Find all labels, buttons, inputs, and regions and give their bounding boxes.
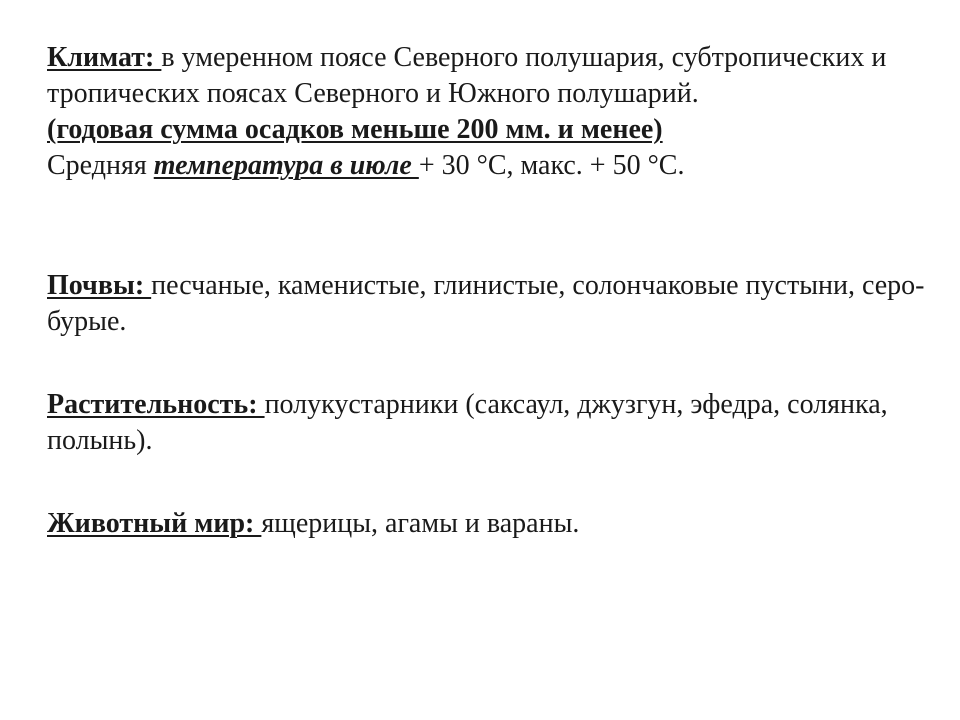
precipitation-line	[47, 112, 927, 148]
spacer	[47, 459, 927, 506]
soils-paragraph	[47, 268, 927, 340]
vegetation-text: полукустарники (саксаул, джузгун, эфедра, солянка, полынь).	[47, 389, 888, 456]
temperature-value: + 30 °С, макс. + 50 °С.	[418, 150, 685, 181]
temperature-label: температура в июле	[153, 150, 419, 181]
spacer	[47, 340, 927, 387]
fauna-label: Животный мир:	[47, 508, 262, 539]
slide-content	[47, 40, 927, 542]
spacer	[47, 184, 927, 268]
soils-label: Почвы:	[47, 270, 152, 301]
climate-paragraph	[47, 40, 927, 112]
temperature-line	[47, 148, 927, 184]
vegetation-paragraph	[47, 387, 927, 459]
climate-text: в умеренном поясе Северного полушария, субтропических и тропических поясах Северного и Южного полушарий.	[47, 42, 887, 109]
climate-label: Климат:	[47, 42, 162, 73]
vegetation-label: Растительность:	[47, 389, 265, 420]
soils-text: песчаные, каменистые, глинистые, солончаковые пустыни, серо-бурые.	[47, 270, 925, 337]
precipitation-text: (годовая сумма осадков меньше 200 мм. и менее)	[47, 114, 663, 145]
fauna-paragraph	[47, 506, 927, 542]
temperature-prefix: Средняя	[47, 150, 154, 181]
fauna-text: ящерицы, агамы и вараны.	[261, 508, 580, 539]
